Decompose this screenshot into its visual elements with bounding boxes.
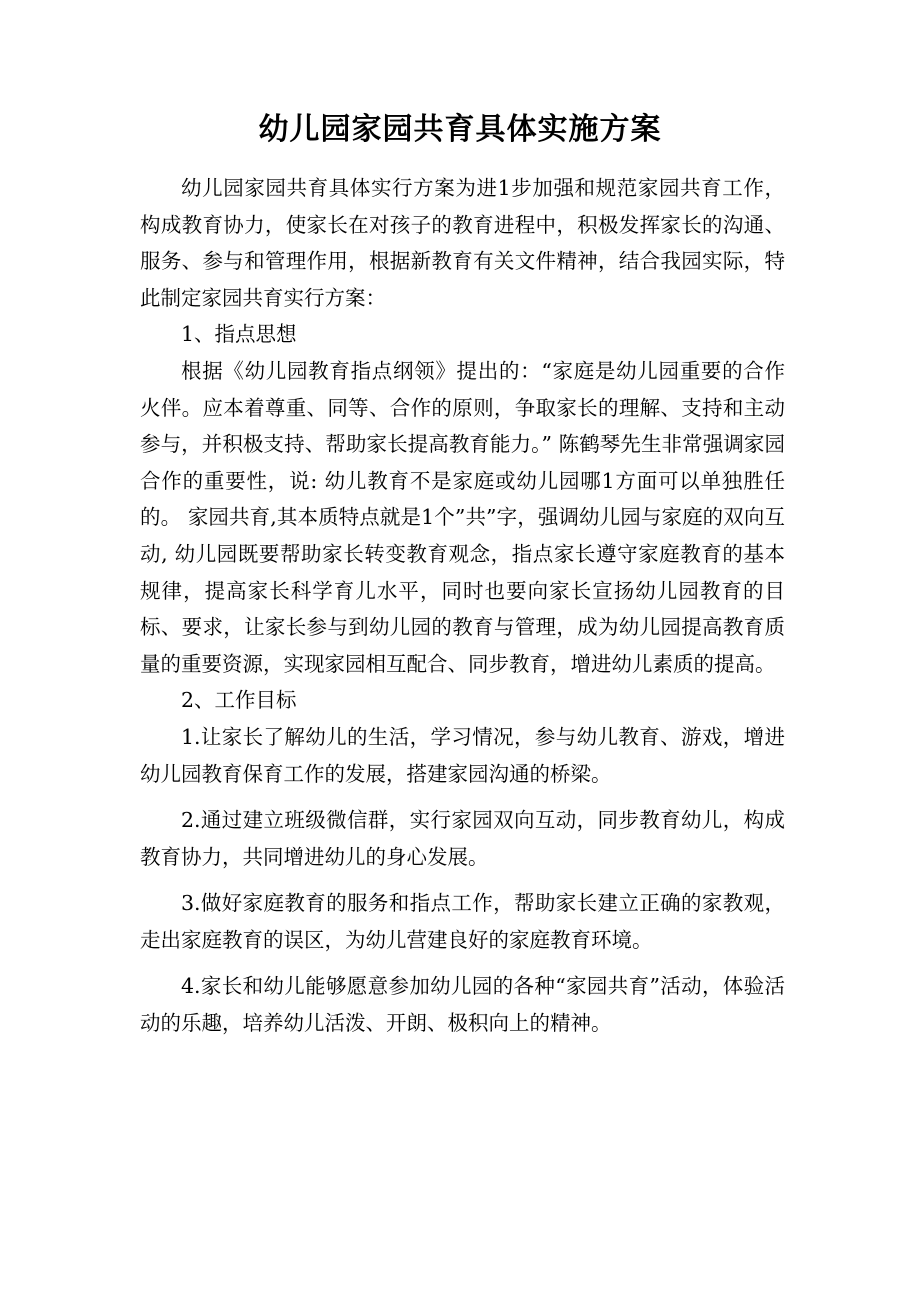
goal-item-3: 3.做好家庭教育的服务和指点工作，帮助家长建立正确的家教观，走出家庭教育的误区，为幼儿营建良好的家庭教育环境。 bbox=[140, 891, 785, 952]
section-heading-work-goals: 2、工作目标 bbox=[181, 688, 297, 713]
section-heading-guiding-thought: 1、指点思想 bbox=[181, 322, 297, 347]
guiding-thought-paragraph: 根据《幼儿园教育指点纲领》提出的：“家庭是幼儿园重要的合作火伴。应本着尊重、同等、合作的原则，争取家长的理解、支持和主动参与，并积极支持、帮助家长提高教育能力。” 陈鹤琴先生非常强调家园合作的重要性，说: 幼儿教育不是家庭或幼儿园哪1方面可以单独胜任的。 家园共育,其本质特点就是1个”共”字，强调幼儿园与家庭的双向互动, 幼儿园既要帮助家长转变教育观念，指点家长遵守家庭教育的基本规律，提高家长科学育儿水平，同时也要向家长宣扬幼儿园教育的目标、要求，让家长参与到幼儿园的教育与管理，成为幼儿园提高教育质量的重要资源，实现家园相互配合、同步教育，增进幼儿素质的提高。 bbox=[140, 358, 785, 676]
goal-item-1: 1.让家长了解幼儿的生活，学习情况，参与幼儿教育、游戏，增进幼儿园教育保育工作的发展，搭建家园沟通的桥梁。 bbox=[140, 724, 785, 786]
document-title: 幼儿园家园共育具体实施方案 bbox=[258, 112, 662, 147]
document-body bbox=[140, 170, 785, 1042]
goal-item-2: 2.通过建立班级微信群，实行家园双向互动，同步教育幼儿，构成教育协力，共同增进幼儿的身心发展。 bbox=[140, 808, 785, 869]
intro-paragraph: 幼儿园家园共育具体实行方案为进1步加强和规范家园共育工作，构成教育协力，使家长在对孩子的教育进程中，积极发挥家长的沟通、服务、参与和管理作用，根据新教育有关文件精神，结合我园实际，特此制定家园共育实行方案： bbox=[140, 176, 785, 310]
goal-item-4: 4.家长和幼儿能够愿意参加幼儿园的各种“家园共育”活动，体验活动的乐趣，培养幼儿活泼、开朗、极积向上的精神。 bbox=[140, 974, 785, 1036]
